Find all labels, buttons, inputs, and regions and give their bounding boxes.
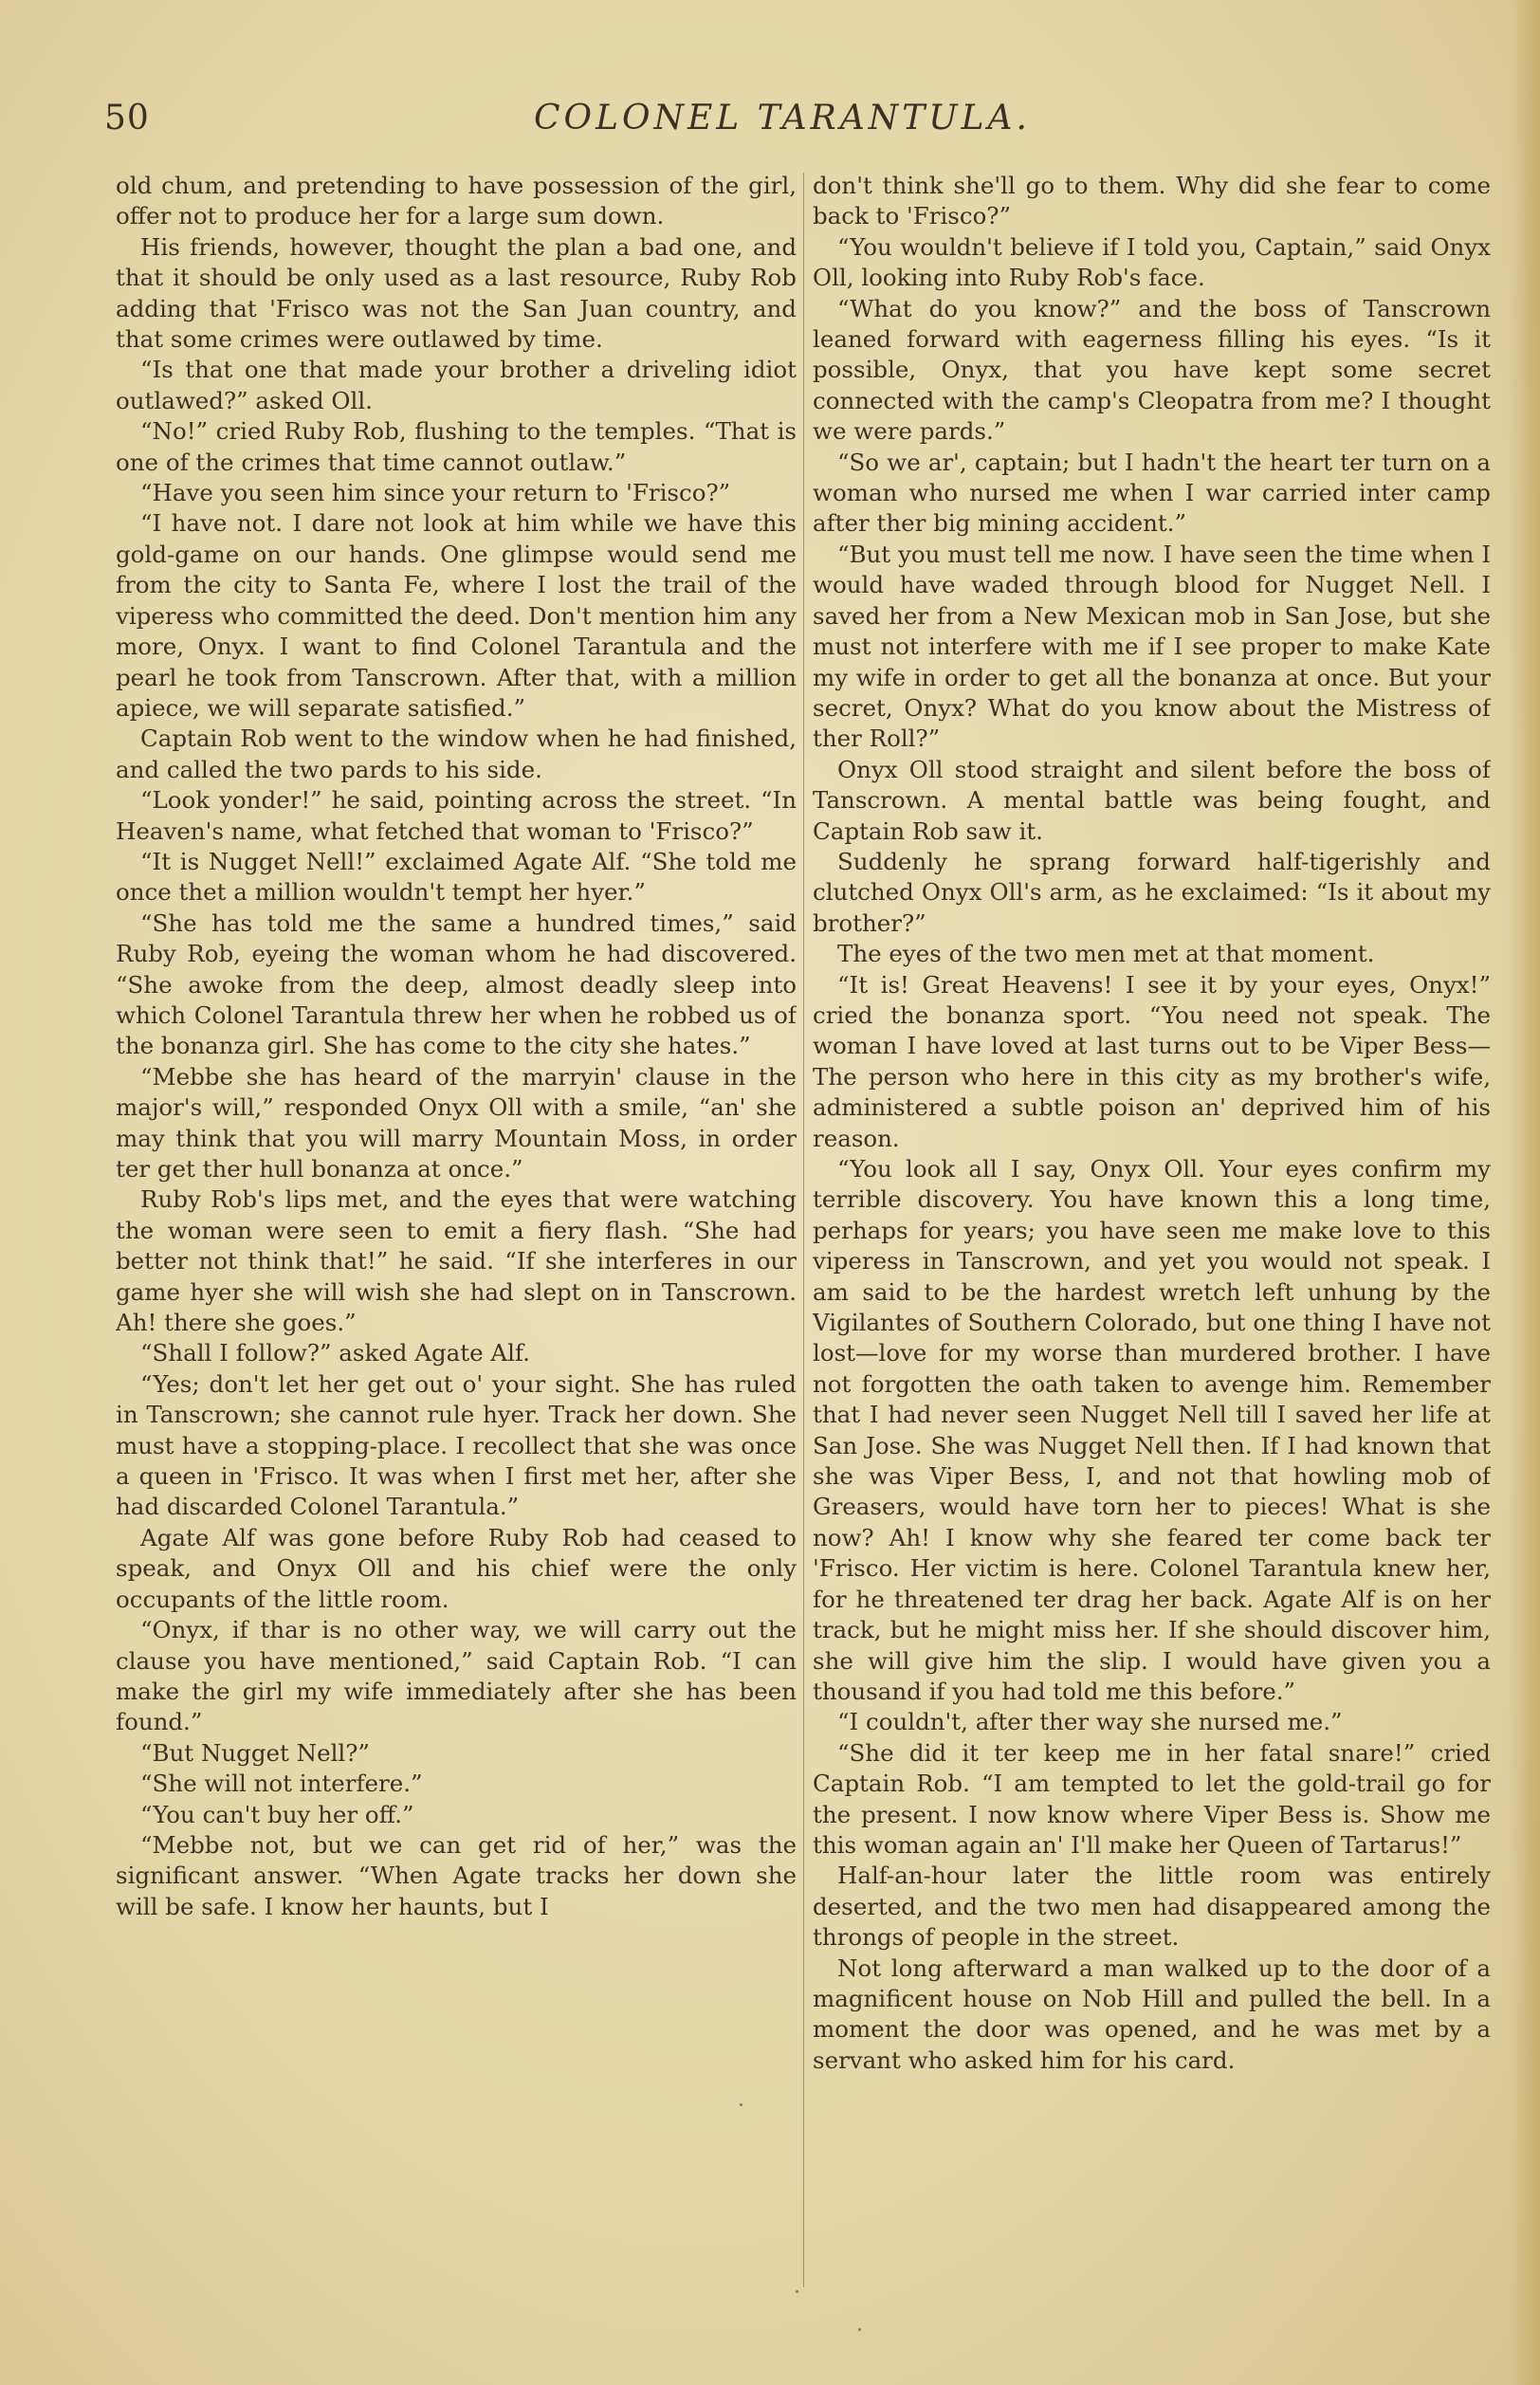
right-column — [813, 171, 1491, 2285]
page-header — [104, 99, 1460, 156]
paragraph: “Mebbe not, but we can get rid of her,” was the significant answer. “When Agate tracks her down she will be safe. I know her haunts, but I — [116, 1830, 797, 1920]
paragraph: “You can't buy her off.” — [140, 1800, 414, 1828]
paragraph: “But you must tell me now. I have seen the time when I would have waded through blood for Nugget Nell. I saved her from a New Mexican mob in San Jose, but she must not interfere with me if I see proper to make Kate my wife in order to get all the bonanza at once. But your secret, Onyx? What do you know about the Mistress of ther Roll?” — [813, 540, 1491, 753]
paragraph: “So we ar', captain; but I hadn't the heart ter turn on a woman who nursed me when I war carried inter camp after ther big mining accident.” — [813, 448, 1491, 538]
paragraph: “Shall I follow?” asked Agate Alf. — [140, 1339, 530, 1367]
paragraph: Half-an-hour later the little room was entirely deserted, and the two men had disappeared among the throngs of people in the street. — [813, 1862, 1491, 1952]
paragraph: “Is that one that made your brother a driveling idiot outlawed?” asked Oll. — [116, 356, 797, 414]
paragraph: Suddenly he sprang forward half-tigerishly and clutched Onyx Oll's arm, as he exclaimed: “Is it about my brother?” — [813, 847, 1491, 937]
paragraph: “Have you seen him since your return to 'Frisco?” — [140, 479, 731, 507]
paragraph: “But Nugget Nell?” — [140, 1738, 370, 1767]
print-speck — [796, 2290, 798, 2293]
paragraph: old chum, and pretending to have possession of the girl, offer not to produce her for a large sum down. — [116, 172, 797, 230]
paragraph: “It is Nugget Nell!” exclaimed Agate Alf. “She told me once thet a million wouldn't tempt her hyer.” — [116, 847, 797, 907]
page-edge-shading — [1508, 0, 1540, 2385]
paragraph: Not long afterward a man walked up to the door of a magnificent house on Nob Hill and pulled the bell. In a moment the door was opened, and he was met by a servant who asked him for his card. — [813, 1954, 1491, 2074]
print-speck — [858, 2328, 861, 2331]
paragraph: “You look all I say, Onyx Oll. Your eyes confirm my terrible discovery. You have known this a long time, perhaps for years; you have seen me make love to this viperess in Tanscrown, and yet you would not speak. I am said to be the hardest wretch left unhung by the Vigilantes of Southern Colorado, but one thing I have not lost—love for my worse than murdered brother. I have not forgotten the oath taken to avenge him. Remember that I had never seen Nugget Nell till I saved her life at San Jose. She was Nugget Nell then. If I had known that she was Viper Bess, I, and not that howling mob of Greasers, would have torn her to pieces! What is she now? Ah! I know why she feared ter come back ter 'Frisco. Her victim is here. Colonel Tarantula knew her, for he threatened ter drag her back. Agate Alf is on her track, but he might miss her. If she should discover him, she will give him the slip. I would have given you a thousand if you had told me this before.” — [813, 1155, 1491, 1705]
column-rule — [803, 173, 804, 2287]
paragraph: “She has told me the same a hundred times,” said Ruby Rob, eyeing the woman whom he had discovered. “She awoke from the deep, almost deadly sleep into which Colonel Tarantula threw her when he robbed us of the bonanza girl. She has come to the city she hates.” — [116, 908, 797, 1060]
paragraph: Onyx Oll stood straight and silent before the boss of Tanscrown. A mental battle was being fought, and Captain Rob saw it. — [813, 755, 1491, 845]
paragraph: “Onyx, if thar is no other way, we will carry out the clause you have mentioned,” said Captain Rob. “I can make the girl my wife immediately after she has been found.” — [116, 1616, 797, 1736]
paragraph: don't think she'll go to them. Why did she fear to come back to 'Frisco?” — [813, 172, 1491, 230]
paragraph: “I couldn't, after ther way she nursed me.” — [837, 1708, 1343, 1736]
print-speck — [740, 2103, 742, 2106]
paragraph: “No!” cried Ruby Rob, flushing to the temples. “That is one of the crimes that time cannot outlaw.” — [116, 417, 797, 476]
paragraph: “What do you know?” and the boss of Tanscrown leaned forward with eagerness filling his eyes. “Is it possible, Onyx, that you have kept some secret connected with the camp's Cleopatra from me? I thought we were pards.” — [813, 294, 1491, 446]
paragraph: “Look yonder!” he said, pointing across the street. “In Heaven's name, what fetched that woman to 'Frisco?” — [116, 786, 797, 845]
paragraph: Agate Alf was gone before Ruby Rob had ceased to speak, and Onyx Oll and his chief were the only occupants of the little room. — [116, 1523, 797, 1613]
paragraph: The eyes of the two men met at that moment. — [837, 940, 1375, 968]
paragraph: “She will not interfere.” — [140, 1770, 423, 1798]
paragraph: “Mebbe she has heard of the marryin' clause in the major's will,” responded Onyx Oll with a smile, “an' she may think that you will marry Mountain Moss, in order ter get ther hull bonanza at once.” — [116, 1062, 797, 1183]
paragraph: “I have not. I dare not look at him while we have this gold-game on our hands. One glimpse would send me from the city to Santa Fe, where I lost the trail of the viperess who committed the deed. Don't mention him any more, Onyx. I want to find Colonel Tarantula and the pearl he took from Tanscrown. After that, with a million apiece, we will separate satisfied.” — [116, 509, 797, 722]
paragraph: “Yes; don't let her get out o' your sight. She has ruled in Tanscrown; she cannot rule hyer. Track her down. She must have a stopping-place. I recollect that she was once a queen in 'Frisco. It was when I first met her, after she had discarded Colonel Tarantula.” — [116, 1369, 797, 1521]
left-column — [116, 171, 797, 2285]
paragraph: His friends, however, thought the plan a bad one, and that it should be only used as a last resource, Ruby Rob adding that 'Frisco was not the San Juan country, and that some crimes were outlawed by time. — [116, 232, 797, 354]
paragraph: “It is! Great Heavens! I see it by your eyes, Onyx!” cried the bonanza sport. “You need not speak. The woman I have loved at last turns out to be Viper Bess—The person who here in this city as my brother's wife, administered a subtle poison an' deprived him of his reason. — [813, 970, 1491, 1152]
page-number: 50 — [104, 99, 150, 138]
paragraph: Captain Rob went to the window when he had finished, and called the two pards to his side. — [116, 725, 797, 783]
paragraph: “She did it ter keep me in her fatal snare!” cried Captain Rob. “I am tempted to let the gold-trail go for the present. I now know where Viper Bess is. Show me this woman again an' I'll make her Queen of Tartarus!” — [813, 1738, 1491, 1859]
paragraph: “You wouldn't believe if I told you, Captain,” said Onyx Oll, looking into Ruby Rob's face. — [813, 232, 1491, 292]
paragraph: Ruby Rob's lips met, and the eyes that were watching the woman were seen to emit a fiery flash. “She had better not think that!” he said. “If she interferes in our game hyer she will wish she had slept on in Tanscrown. Ah! there she goes.” — [116, 1185, 797, 1337]
running-title: COLONEL TARANTULA. — [534, 99, 1031, 138]
